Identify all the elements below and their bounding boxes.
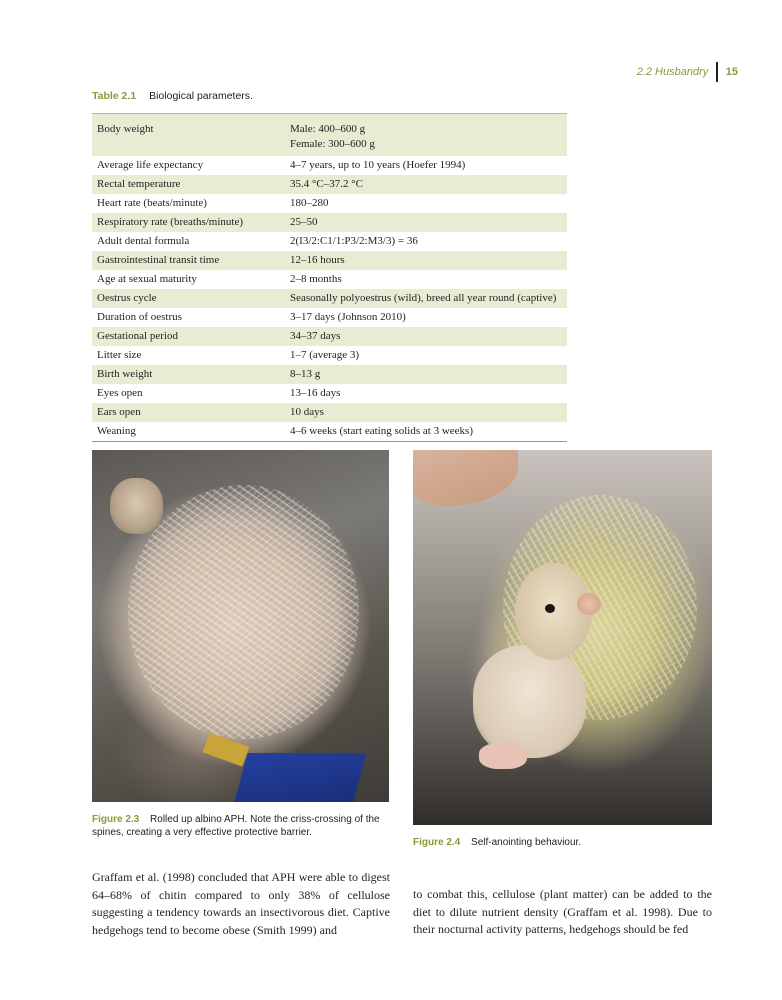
- table-row: [92, 194, 567, 213]
- parameter-value: Seasonally polyoestrus (wild), breed all year round (captive): [290, 292, 557, 304]
- parameter-value: 10 days: [290, 406, 324, 418]
- body-text-left-column: Graffam et al. (1998) concluded that APH were able to digest 64–68% of chitin compared to only 38% of cellulose suggesting a tendency towards an insectivorous diet. Captive hedgehogs tend to become obese (Smith 1999) and: [92, 870, 390, 937]
- table-label: Table 2.1: [92, 90, 137, 102]
- table-row: [92, 175, 567, 194]
- running-head-section: 2.2 Husbandry: [636, 66, 709, 78]
- figure-caption-text: Self-anointing behaviour.: [471, 837, 582, 848]
- figure-label: Figure 2.4: [413, 837, 461, 848]
- figure-caption-text: Rolled up albino APH. Note the criss-crossing of the spines, creating a very effective protective barrier.: [92, 814, 380, 838]
- parameter-name: Body weight: [97, 123, 154, 135]
- table-row: [92, 403, 567, 422]
- parameter-name: Age at sexual maturity: [97, 273, 197, 285]
- parameter-value: 2(I3/2:C1/1:P3/2:M3/3) = 36: [290, 235, 418, 247]
- parameter-name: Duration of oestrus: [97, 311, 182, 323]
- parameter-value-line: Female: 300–600 g: [290, 138, 375, 150]
- table-caption: [92, 90, 253, 102]
- parameter-name: Average life expectancy: [97, 159, 204, 171]
- table-row: [92, 114, 567, 157]
- parameter-value: 35.4 °C–37.2 °C: [290, 178, 363, 190]
- body-text-right-column: to combat this, cellulose (plant matter) can be added to the diet to dilute nutrient density (Graffam et al. 1998). Due to their nocturnal activity patterns, hedgehogs should be fed: [413, 887, 712, 936]
- self-anointing-hedgehog-photo: [413, 450, 712, 825]
- table-row: [92, 346, 567, 365]
- parameter-value: 1–7 (average 3): [290, 349, 360, 361]
- parameter-value: 12–16 hours: [290, 254, 345, 266]
- parameter-name: Gestational period: [97, 330, 178, 342]
- table-caption-text: Biological parameters.: [149, 90, 253, 102]
- table-row: [92, 156, 567, 175]
- table-row: [92, 308, 567, 327]
- photo-hand: [413, 450, 518, 506]
- parameter-value: 8–13 g: [290, 368, 321, 380]
- parameter-name: Adult dental formula: [97, 235, 190, 247]
- parameter-name: Birth weight: [97, 368, 153, 380]
- photo-background-cup: [110, 478, 163, 534]
- photo-blue-object: [234, 753, 366, 802]
- side-margin-mark: [2, 130, 10, 180]
- photo-hedgehog-feet: [479, 743, 527, 769]
- parameter-value: 13–16 days: [290, 387, 341, 399]
- parameter-name: Litter size: [97, 349, 142, 361]
- parameter-value-line: Male: 400–600 g: [290, 123, 366, 135]
- parameter-name: Eyes open: [97, 387, 143, 399]
- parameter-value: 3–17 days (Johnson 2010): [290, 311, 406, 323]
- figure-caption: [92, 813, 392, 839]
- table-row: [92, 251, 567, 270]
- parameter-name: Ears open: [97, 406, 141, 418]
- table-row: [92, 270, 567, 289]
- parameter-value: 4–6 weeks (start eating solids at 3 weeks): [290, 425, 473, 437]
- table-row: [92, 365, 567, 384]
- figure-caption: [413, 836, 713, 849]
- running-head: [637, 62, 738, 82]
- parameter-name: Gastrointestinal transit time: [97, 254, 220, 266]
- parameter-name: Respiratory rate (breaths/minute): [97, 216, 244, 228]
- biological-parameters-table: [92, 113, 567, 442]
- figure-label: Figure 2.3: [92, 814, 140, 825]
- parameter-value: 34–37 days: [290, 330, 341, 342]
- parameter-name: Heart rate (beats/minute): [97, 197, 207, 209]
- table-row: [92, 422, 567, 442]
- table-row: [92, 327, 567, 346]
- running-head-divider: [716, 62, 718, 82]
- parameter-value: 4–7 years, up to 10 years (Hoefer 1994): [290, 159, 466, 171]
- parameter-value: 25–50: [290, 216, 318, 228]
- parameter-value: 180–280: [290, 197, 329, 209]
- parameter-value: 2–8 months: [290, 273, 342, 285]
- parameter-value: [285, 114, 567, 157]
- page-number: 15: [725, 66, 738, 78]
- photo-spines-texture: [128, 485, 360, 738]
- table-row: [92, 213, 567, 232]
- rolled-up-hedgehog-photo: [92, 450, 389, 802]
- table-row: [92, 232, 567, 251]
- parameter-name: Weaning: [97, 425, 136, 437]
- parameter-name: Rectal temperature: [97, 178, 181, 190]
- parameter-name: Oestrus cycle: [97, 292, 157, 304]
- table-row: [92, 289, 567, 308]
- photo-hedgehog-belly: [473, 645, 587, 758]
- table-row: [92, 384, 567, 403]
